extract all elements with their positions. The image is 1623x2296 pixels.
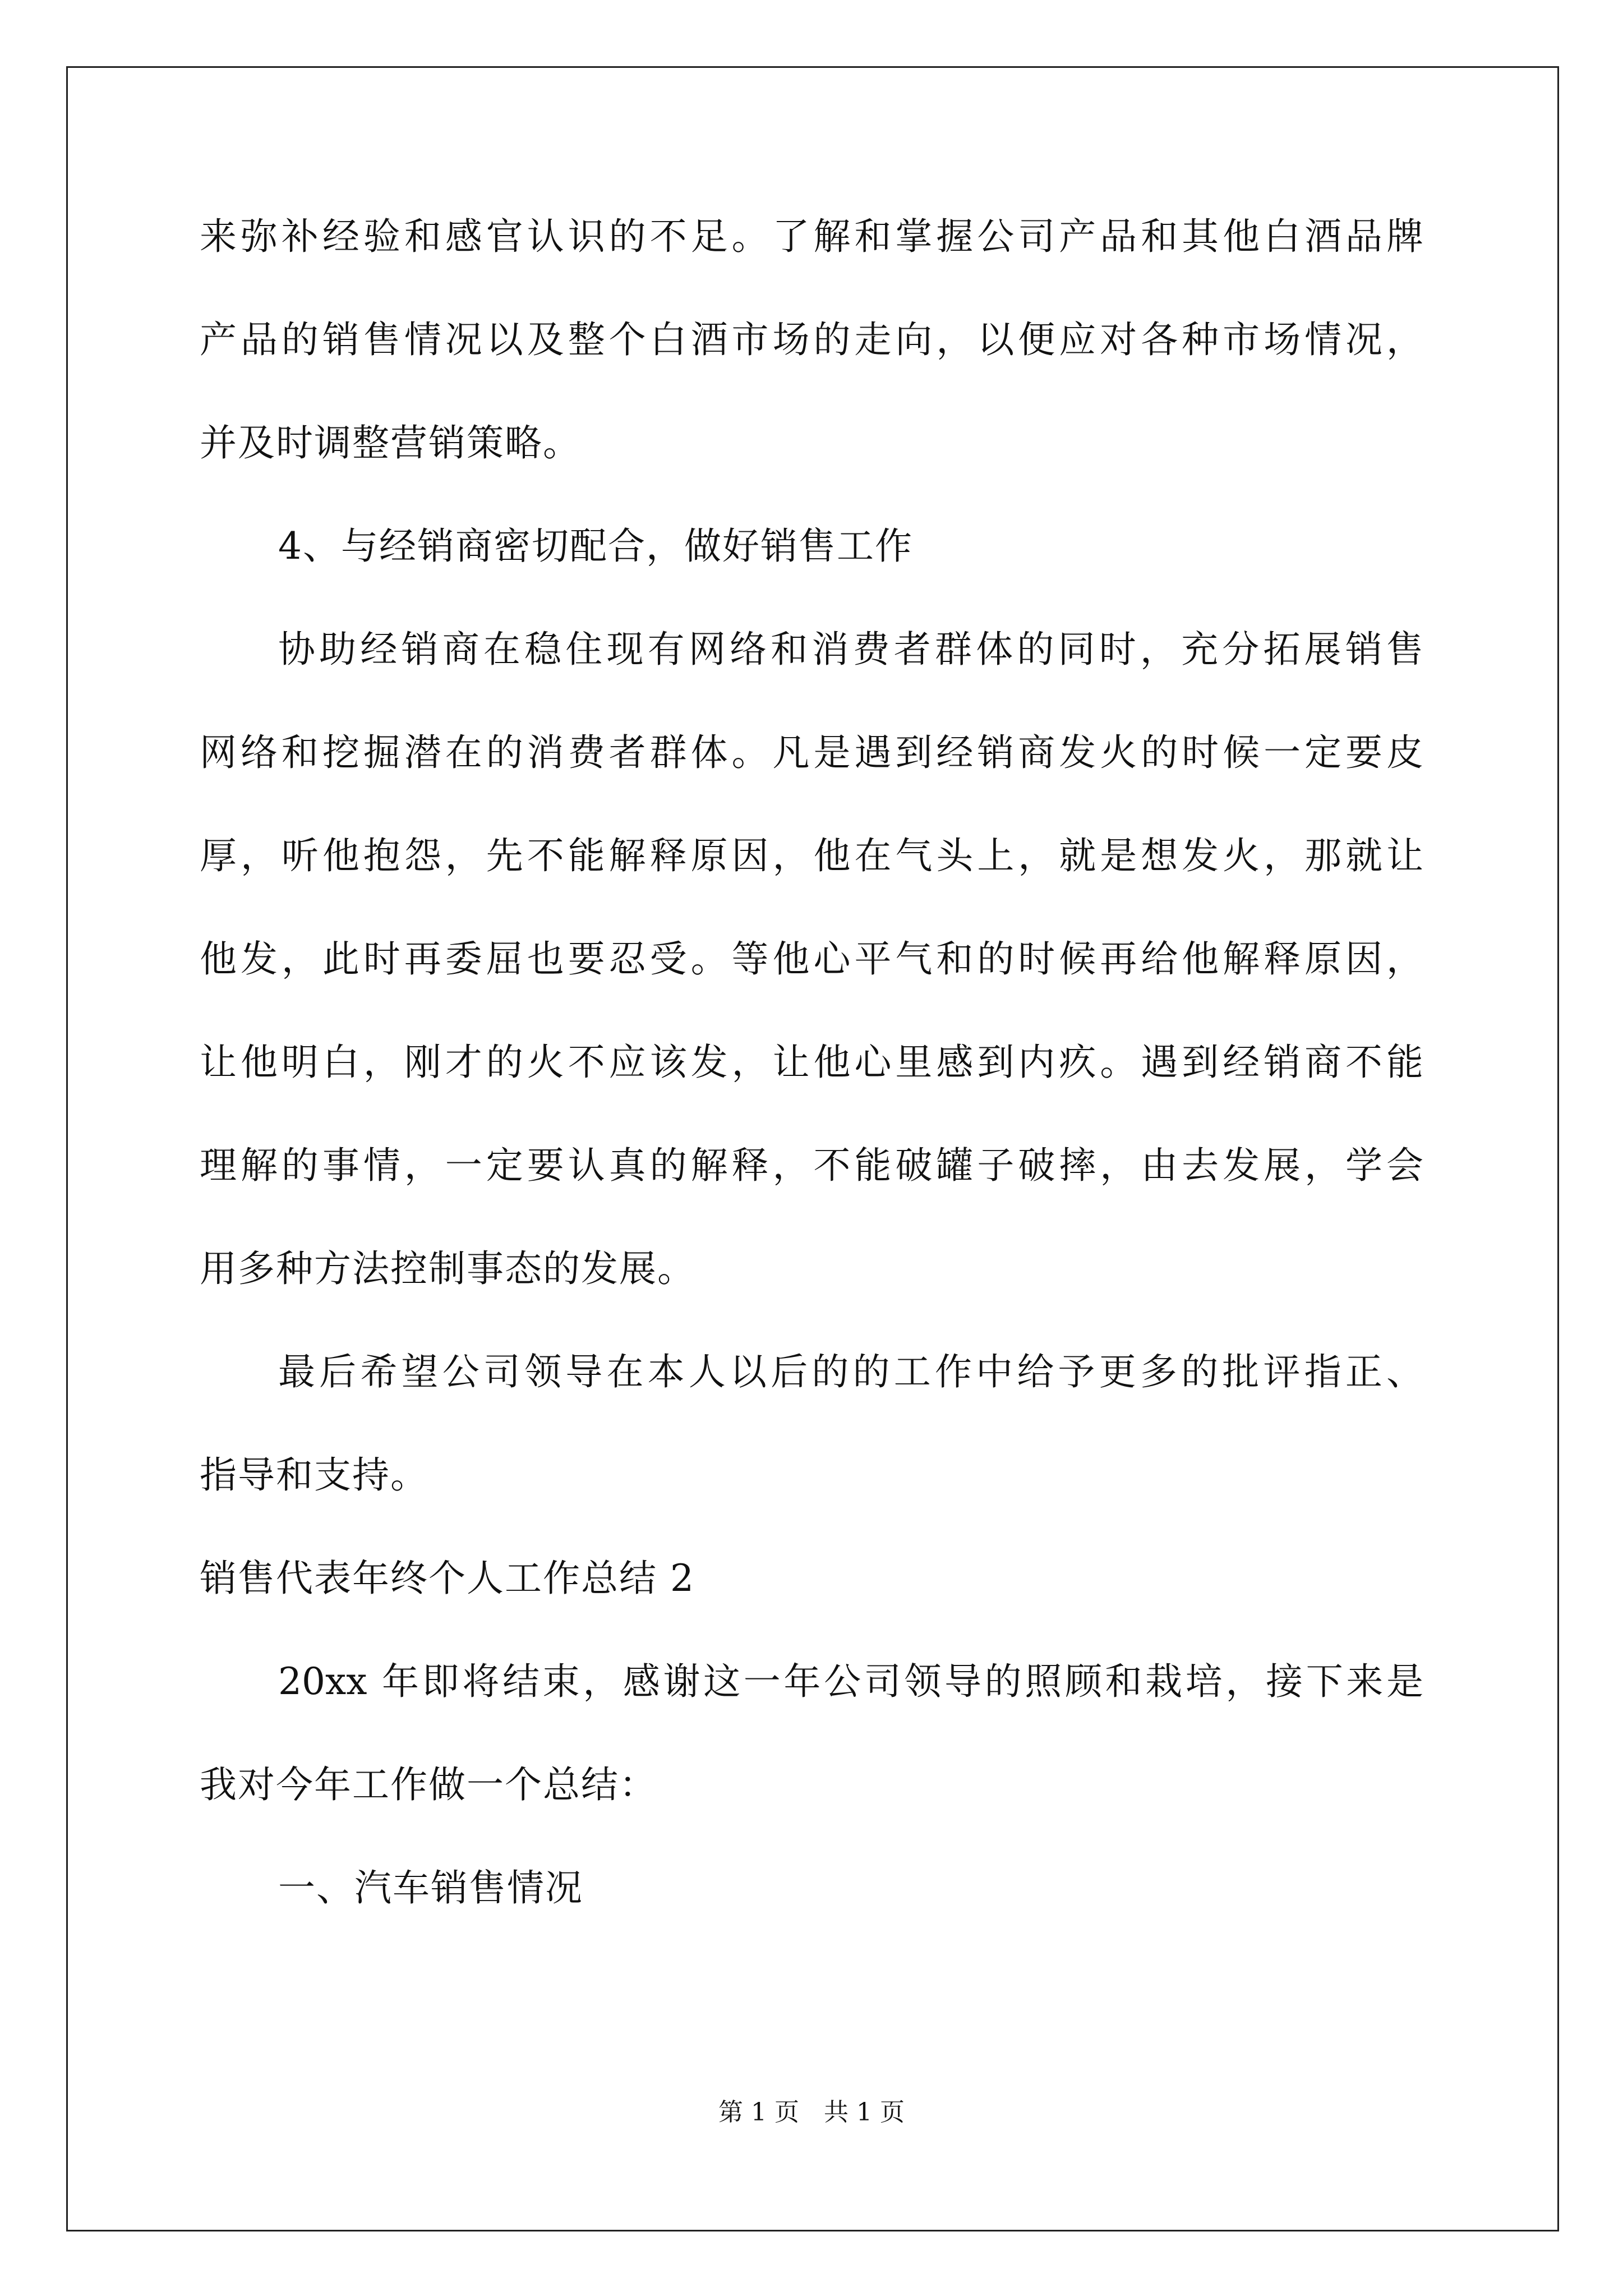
- body-line: 协助经销商在稳住现有网络和消费者群体的同时，充分拓展销售: [278, 628, 1423, 671]
- document-title: 销售代表年终个人工作总结 2: [200, 1557, 695, 1600]
- body-line: 他发，此时再委屈也要忍受。等他心平气和的时候再给他解释原因，: [200, 937, 1423, 981]
- body-line: 20xx 年即将结束，感谢这一年公司领导的照顾和栽培，接下来是: [278, 1660, 1423, 1703]
- section-heading: 一、汽车销售情况: [278, 1866, 583, 1910]
- body-line: 指导和支持。: [200, 1453, 428, 1497]
- body-line: 最后希望公司领导在本人以后的的工作中给予更多的批评指正、: [278, 1350, 1423, 1393]
- body-line: 网络和挖掘潜在的消费者群体。凡是遇到经销商发火的时候一定要皮: [200, 731, 1423, 774]
- body-line: 理解的事情，一定要认真的解释，不能破罐子破摔，由去发展，学会: [200, 1144, 1423, 1187]
- body-line: 产品的销售情况以及整个白酒市场的走向，以便应对各种市场情况，: [200, 318, 1423, 361]
- body-line: 让他明白，刚才的火不应该发，让他心里感到内疚。遇到经销商不能: [200, 1041, 1423, 1084]
- body-line: 来弥补经验和感官认识的不足。了解和掌握公司产品和其他白酒品牌: [200, 215, 1423, 258]
- body-line: 用多种方法控制事态的发展。: [200, 1247, 695, 1290]
- section-heading: 4、与经销商密切配合，做好销售工作: [278, 524, 913, 568]
- body-line: 并及时调整营销策略。: [200, 421, 581, 464]
- page-footer: 第 1 页 共 1 页: [718, 2098, 905, 2127]
- body-line: 厚，听他抱怨，先不能解释原因，他在气头上，就是想发火，那就让: [200, 834, 1423, 877]
- body-line: 我对今年工作做一个总结：: [200, 1763, 657, 1806]
